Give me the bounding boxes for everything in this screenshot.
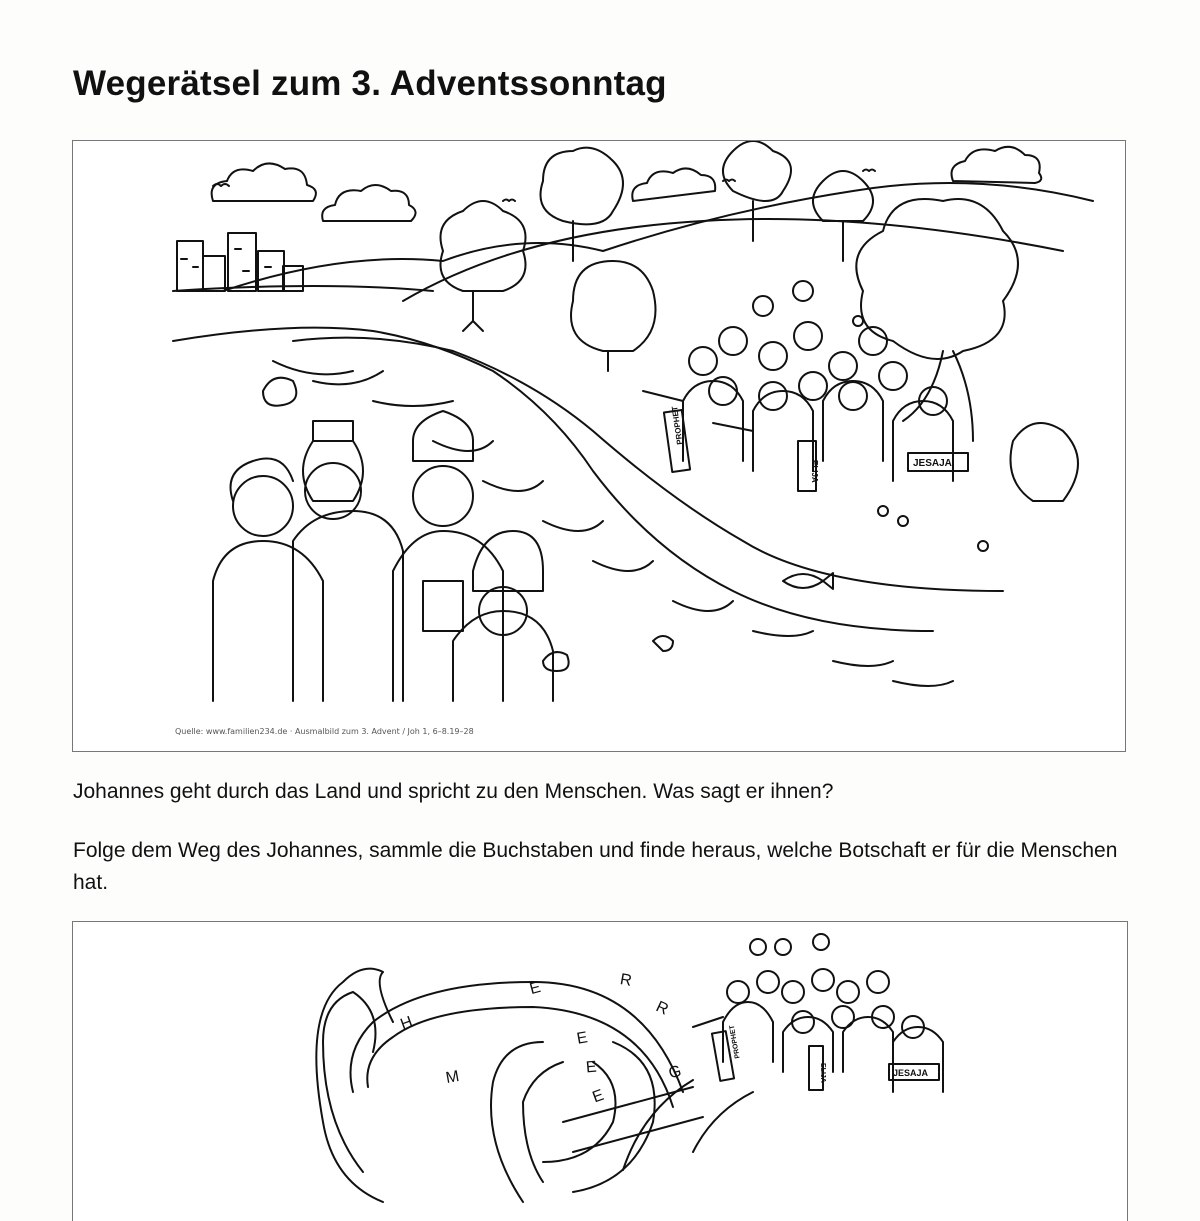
maze-path (316, 969, 753, 1202)
maze-scroll-label-prophet: PROPHET (728, 1024, 742, 1060)
maze-letter-e-4: E (590, 1086, 607, 1107)
crowd-group-small (693, 934, 943, 1092)
maze-scroll-label-elija: ELIJA (819, 1063, 826, 1083)
scroll-label-elija: ELIJA (810, 460, 819, 483)
instructions: Folge dem Weg des Johannes, sammle die Buchstaben und finde heraus, welche Botschaft er für die Menschen hat. (73, 839, 1118, 894)
maze-letter-g: G (666, 1062, 684, 1083)
priests-group (213, 411, 553, 701)
maze-letter-e-3: E (585, 1058, 598, 1077)
maze-letter-e: E (527, 978, 543, 999)
source-note: Quelle: www.familien234.de · Ausmalbild zum 3. Advent / Joh 1, 6–8.19–28 (175, 727, 474, 736)
tree-icon (441, 141, 1079, 501)
flower-icon (853, 316, 988, 551)
river-drawing (173, 328, 1003, 686)
maze-letter-e-2: E (575, 1029, 589, 1048)
maze-letter-h: H (398, 1013, 415, 1034)
maze-letter-r-2: R (653, 998, 671, 1019)
intro-question: Johannes geht durch das Land und spricht zu den Menschen. Was sagt er ihnen? (73, 780, 834, 803)
scroll-label-prophet: PROPHET (670, 405, 685, 446)
worksheet-title: Wegerätsel zum 3. Adventssonntag (73, 64, 667, 103)
fish-icon (783, 573, 833, 589)
maze-letter-r: R (618, 971, 634, 990)
scroll-label-jesaja: JESAJA (913, 458, 952, 469)
maze-letter-m: M (444, 1067, 461, 1088)
crowd-group (643, 281, 968, 491)
city-drawing (173, 233, 433, 291)
maze-scroll-label-jesaja: JESAJA (893, 1068, 929, 1078)
letter-maze (72, 921, 1128, 1221)
river-scene-illustration (72, 140, 1126, 752)
